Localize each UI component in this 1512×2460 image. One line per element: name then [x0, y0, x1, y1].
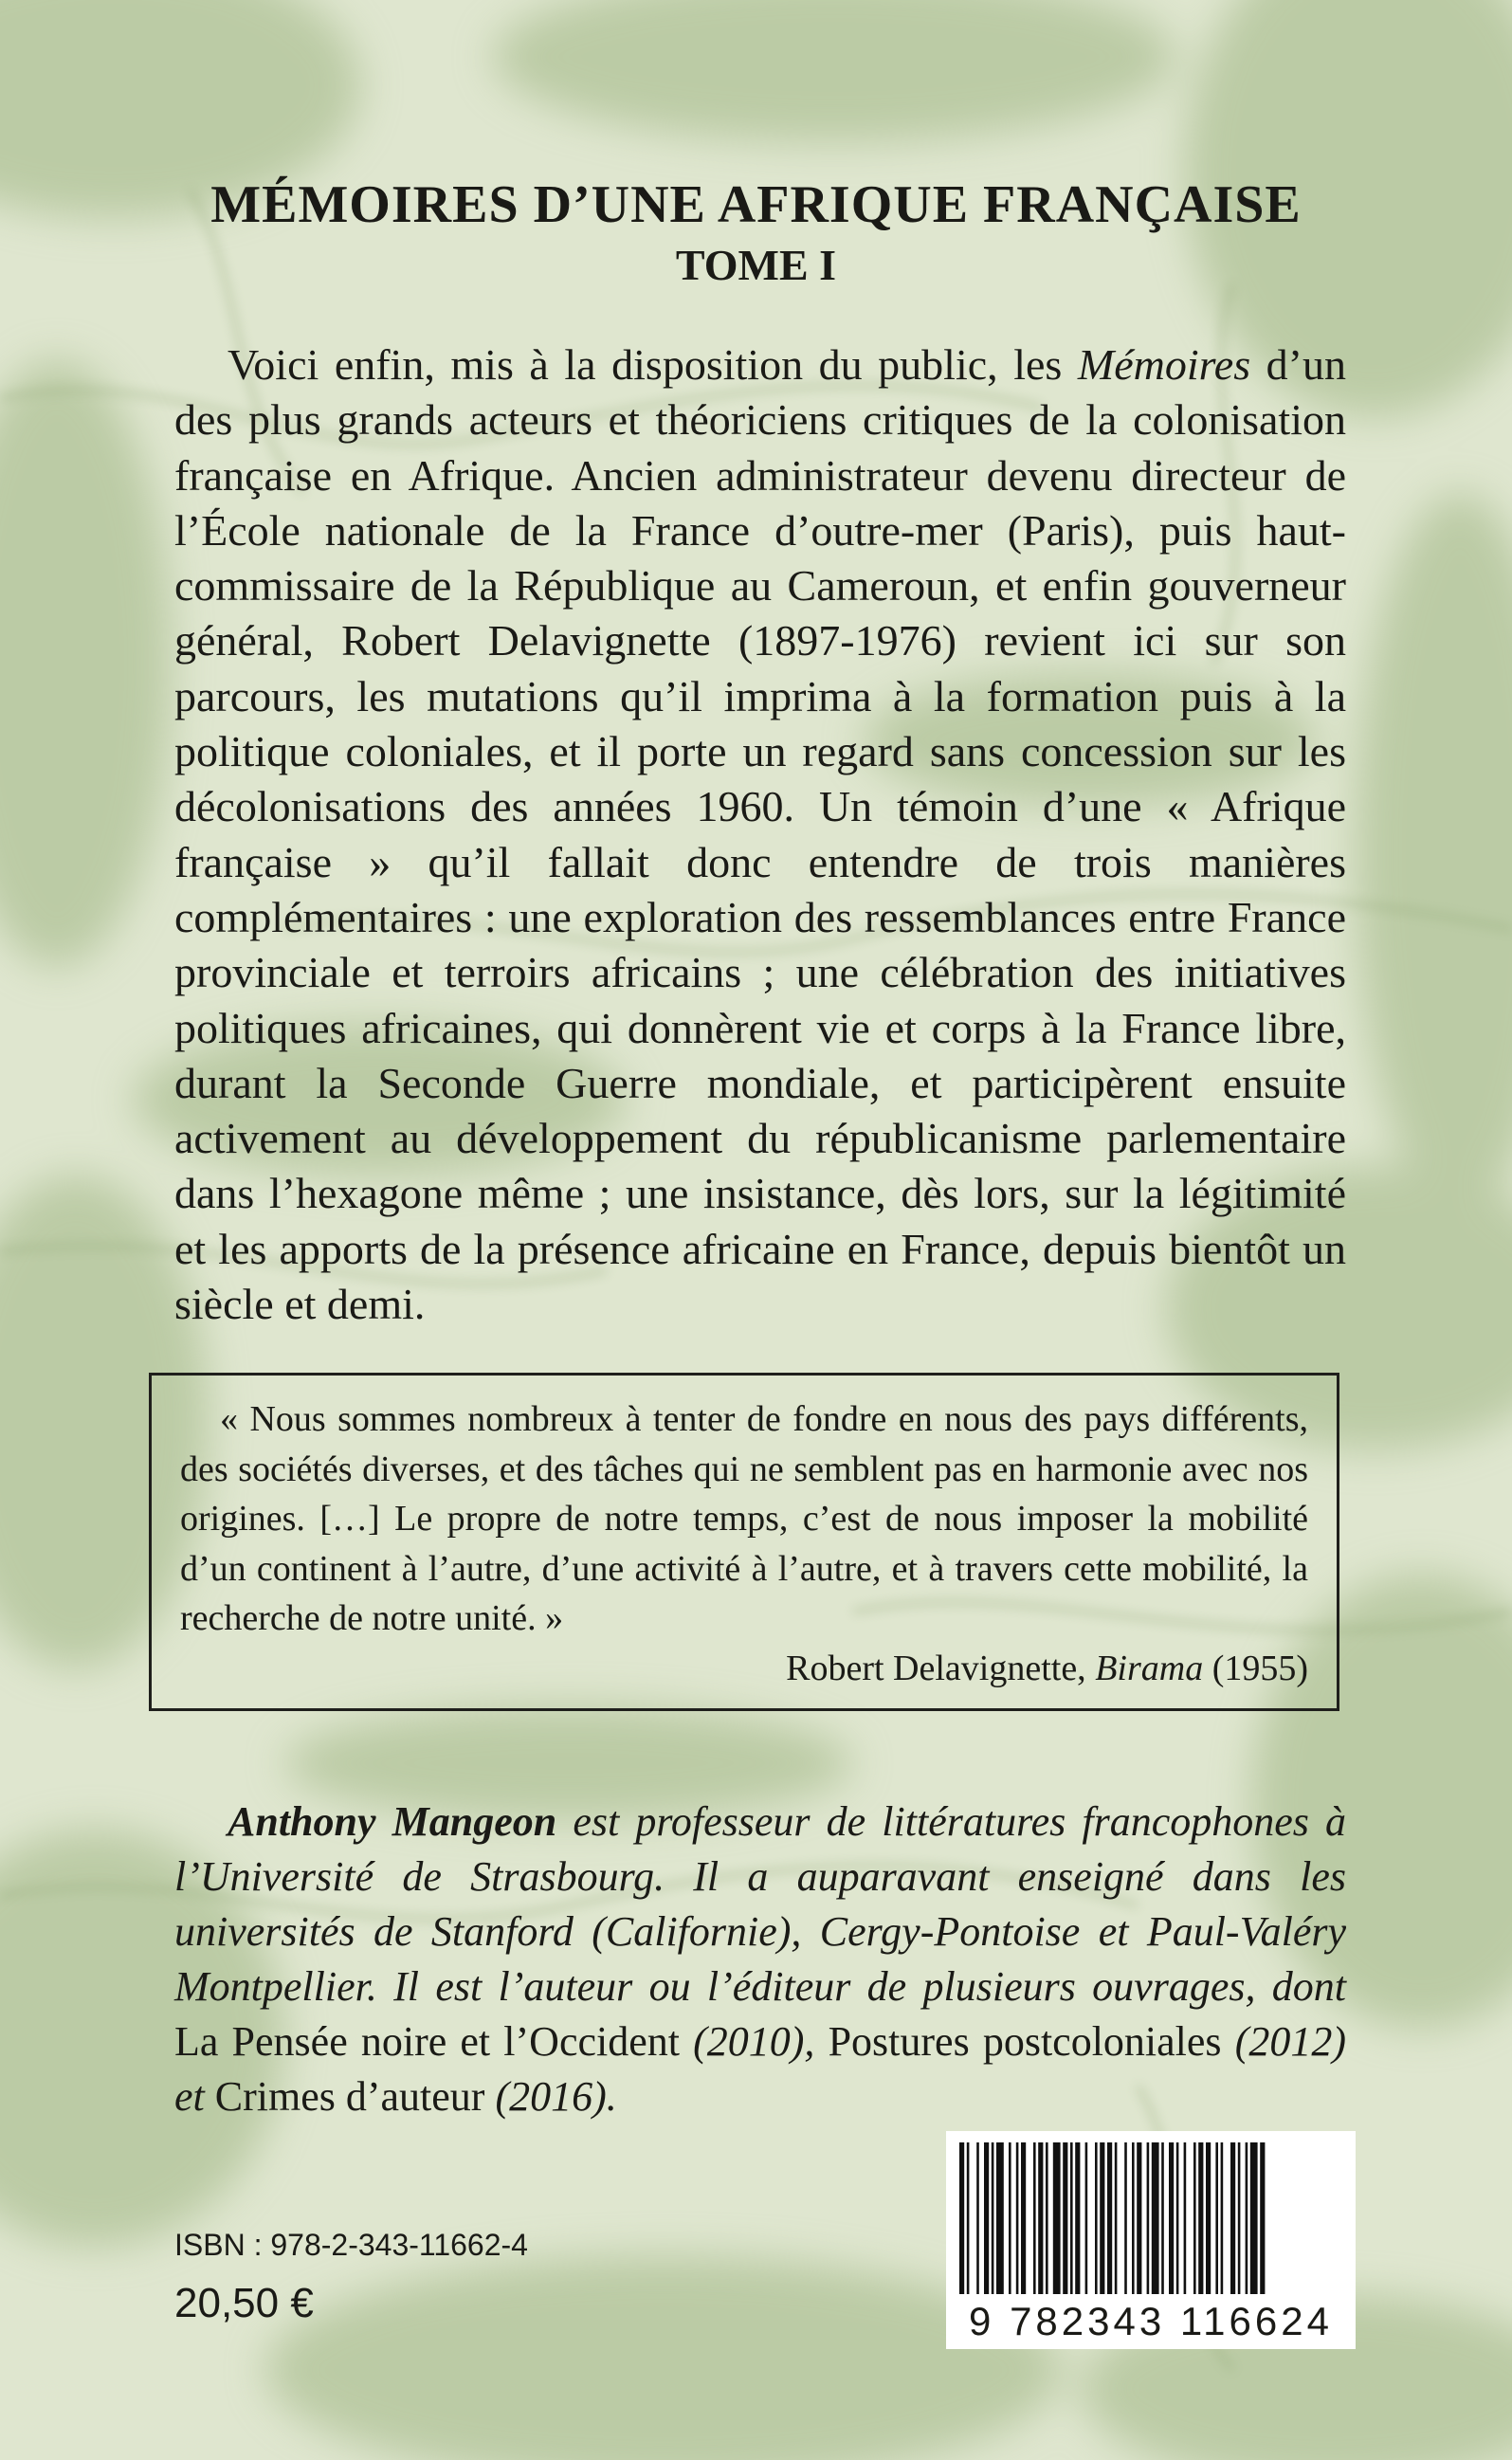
quote-box	[149, 1373, 1339, 1711]
bio-book-3: Crimes d’auteur	[214, 2073, 485, 2120]
barcode-bar	[1115, 2142, 1118, 2294]
barcode-bar	[996, 2142, 1004, 2294]
bio-year-2: (2012)	[1221, 2018, 1347, 2065]
barcode-bar	[1095, 2142, 1098, 2294]
barcode-bar	[1260, 2142, 1265, 2294]
barcode-bar	[1021, 2142, 1026, 2294]
barcode-bar	[1198, 2142, 1203, 2294]
barcode-bar	[976, 2142, 979, 2294]
barcode-bar	[1137, 2142, 1141, 2294]
blurb-text-rest: d’un des plus grands acteurs et théoriciens critiques de la colonisation française en Afrique. Ancien administrateur devenu directeur de l’École nationale de la France d’outre-mer (Paris), puis haut-commissaire de la République au Cameroun, et enfin gouverneur général, Robert Delavignette (1897-1976) revient ici sur son parcours, les mutations qu’il imprima à la formation puis à la politique coloniales, et il porte un regard sans concession sur les décolonisations des années 1960. Un témoin d’une « Afrique française » qu’il fallait donc entendre de trois manières complémentaires : une exploration des ressemblances entre France provinciale et terroirs africains ; une célébration des initiatives politiques africaines, qui donnèrent vie et corps à la France libre, durant la Seconde Guerre mondiale, et participèrent ensuite activement au développement du républicanisme parlementaire dans l’hexagone même ; une insistance, dès lors, sur la légitimité et les apports de la présence africaine en France, depuis bientôt un siècle et demi.	[174, 340, 1346, 1329]
barcode-bar	[1046, 2142, 1048, 2294]
barcode-bar	[1221, 2142, 1224, 2294]
isbn-label: ISBN : 978-2-343-11662-4	[174, 2228, 528, 2262]
book-title: MÉMOIRES D’UNE AFRIQUE FRANÇAISE	[210, 175, 1302, 234]
book-volume: TOME I	[675, 241, 837, 289]
bio-year-3: (2016).	[484, 2073, 617, 2120]
barcode-bar	[1238, 2142, 1241, 2294]
barcode-bar	[1100, 2142, 1104, 2294]
barcode-digits: 9 782343 116624	[969, 2299, 1333, 2343]
barcode-bar	[1206, 2142, 1211, 2294]
barcode-bar	[1009, 2142, 1011, 2294]
barcode-bar	[1161, 2142, 1164, 2294]
barcode-bar	[1152, 2142, 1159, 2294]
barcode-bar	[1246, 2142, 1248, 2294]
barcode-bar	[1038, 2142, 1043, 2294]
barcode-bar	[1132, 2142, 1135, 2294]
barcode-bar	[1053, 2142, 1061, 2294]
bio-author-name: Anthony Mangeon	[228, 1798, 557, 1845]
bio-book-2: Postures postcoloniales	[828, 2018, 1222, 2065]
quote-text: « Nous sommes nombreux à tenter de fondre en nous des pays différents, des sociétés diverses, et des tâches qui ne semblent pas en harmonie avec nos origines. […] Le propre de notre temps, c’est de nous imposer la mobilité d’un continent à l’autre, d’une activité à l’autre, et à travers cette mobilité, la recherche de notre unité. »	[180, 1399, 1308, 1638]
barcode-bar	[1147, 2142, 1150, 2294]
barcode-bar	[1063, 2142, 1067, 2294]
blurb-text-start: Voici enfin, mis à la disposition du public, les	[228, 340, 1078, 389]
quote-year: (1955)	[1203, 1648, 1308, 1688]
bio-conjunction: et	[174, 2073, 215, 2120]
barcode-bar	[1124, 2142, 1127, 2294]
blurb-emphasis: Mémoires	[1077, 340, 1251, 389]
barcode-bar	[1230, 2142, 1235, 2294]
barcode-bar	[1176, 2142, 1179, 2294]
barcode-bars	[956, 2142, 1346, 2294]
barcode-bar	[1070, 2142, 1073, 2294]
barcode-bar	[1016, 2142, 1019, 2294]
quote-author: Robert Delavignette,	[786, 1648, 1096, 1688]
barcode-bar	[1085, 2142, 1088, 2294]
barcode-bar	[967, 2142, 970, 2294]
author-bio	[174, 1795, 1346, 2124]
price-label: 20,50 €	[174, 2280, 314, 2326]
blurb-paragraph	[174, 337, 1346, 1332]
barcode-bar	[1215, 2142, 1218, 2294]
barcode-bar	[1033, 2142, 1036, 2294]
barcode	[946, 2131, 1356, 2349]
barcode-bar	[1075, 2142, 1080, 2294]
barcode-bar	[1193, 2142, 1196, 2294]
bio-book-1: La Pensée noire et l’Occident	[174, 2018, 680, 2065]
barcode-bar	[1250, 2142, 1258, 2294]
barcode-bar	[992, 2142, 994, 2294]
quote-work: Birama	[1095, 1648, 1204, 1688]
quote-source	[180, 1644, 1308, 1693]
bio-text: est professeur de littératures francophones à l’Université de Strasbourg. Il a auparavant enseigné dans les universités de Stanford (Californie), Cergy-Pontoise et Paul-Valéry Montpellier. Il est l’auteur ou l’éditeur de plusieurs ouvrages, dont	[174, 1798, 1347, 2010]
barcode-bar	[1107, 2142, 1112, 2294]
barcode-bar	[984, 2142, 989, 2294]
barcode-bar	[1184, 2142, 1187, 2294]
barcode-bar	[1169, 2142, 1174, 2294]
barcode-bar	[959, 2142, 964, 2294]
bio-year-1: (2010),	[679, 2018, 829, 2065]
